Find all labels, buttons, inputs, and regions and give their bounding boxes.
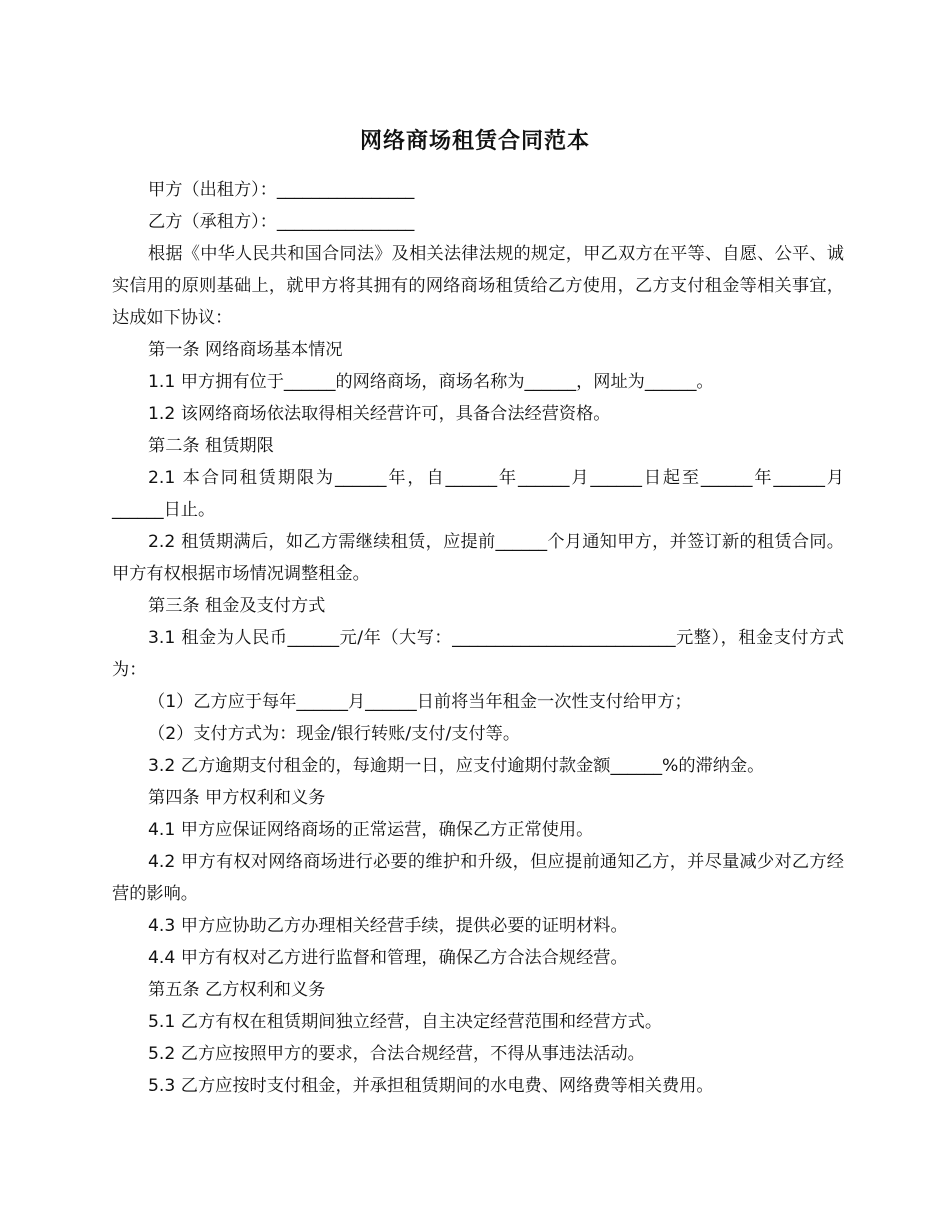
clause-3-1-item-2: （2）支付方式为：现金/银行转账/支付/支付等。 (148, 724, 521, 744)
clause-4-2: 4.2 甲方有权对网络商场进行必要的维护和升级，但应提前通知乙方，并尽量减少对乙方经营的影响。 (112, 852, 844, 904)
article-1-heading: 第一条 网络商场基本情况 (148, 340, 343, 360)
article-5-heading: 第五条 乙方权利和义务 (148, 980, 326, 1000)
clause-3-1-item-1: （1）乙方应于每年______月______日前将当年租金一次性支付给甲方； (148, 692, 692, 712)
article-2-heading: 第二条 租赁期限 (148, 436, 274, 456)
clause-4-1: 4.1 甲方应保证网络商场的正常运营，确保乙方正常使用。 (148, 820, 594, 840)
clause-5-3: 5.3 乙方应按时支付租金，并承担租赁期间的水电费、网络费等相关费用。 (148, 1076, 714, 1096)
clause-1-1: 1.1 甲方拥有位于______的网络商场，商场名称为______，网址为______。 (148, 372, 714, 392)
clause-2-2: 2.2 租赁期满后，如乙方需继续租赁，应提前______个月通知甲方，并签订新的租赁合同。甲方有权根据市场情况调整租金。 (112, 532, 844, 584)
party-a-line: 甲方（出租方）：________________ (148, 180, 415, 200)
clause-4-3: 4.3 甲方应协助乙方办理相关经营手续，提供必要的证明材料。 (148, 916, 628, 936)
preamble-paragraph: 根据《中华人民共和国合同法》及相关法律法规的规定，甲乙双方在平等、自愿、公平、诚实信用的原则基础上，就甲方将其拥有的网络商场租赁给乙方使用，乙方支付租金等相关事宜，达成如下协议： (112, 244, 844, 328)
clause-1-2: 1.2 该网络商场依法取得相关经营许可，具备合法经营资格。 (148, 404, 611, 424)
clause-5-2: 5.2 乙方应按照甲方的要求，合法合规经营，不得从事违法活动。 (148, 1044, 645, 1064)
party-b-line: 乙方（承租方）：________________ (148, 212, 415, 232)
clause-3-2: 3.2 乙方逾期支付租金的，每逾期一日，应支付逾期付款金额______%的滞纳金。 (148, 756, 765, 776)
document-title: 网络商场租赁合同范本 (359, 129, 590, 154)
clause-5-1: 5.1 乙方有权在租赁期间独立经营，自主决定经营范围和经营方式。 (148, 1012, 663, 1032)
clause-2-1: 2.1 本合同租赁期限为______年，自______年______月______日起至______年______月______日止。 (112, 468, 844, 520)
article-4-heading: 第四条 甲方权利和义务 (148, 788, 326, 808)
document-body (112, 174, 844, 1102)
clause-3-1: 3.1 租金为人民币______元/年（大写：__________________________元整），租金支付方式为： (112, 628, 844, 680)
clause-4-4: 4.4 甲方有权对乙方进行监督和管理，确保乙方合法合规经营。 (148, 948, 628, 968)
article-3-heading: 第三条 租金及支付方式 (148, 596, 326, 616)
